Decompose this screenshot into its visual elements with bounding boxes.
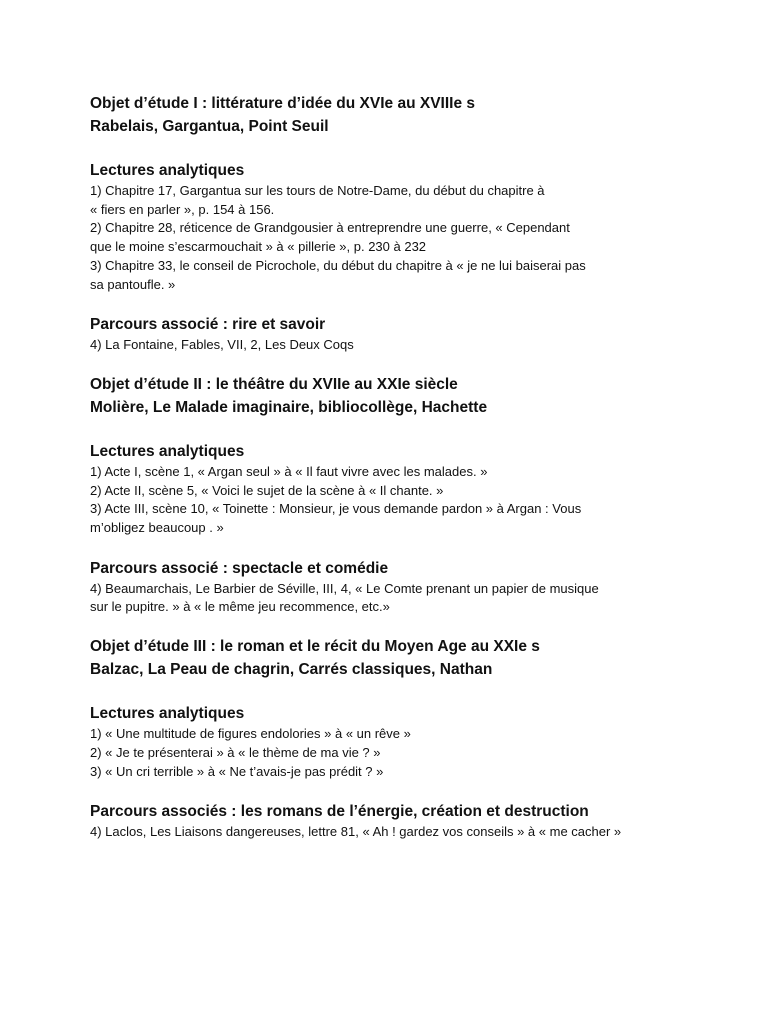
lectures-heading: Lectures analytiques [90,442,245,460]
document-page [90,92,730,842]
parcours-heading: Parcours associé : rire et savoir [90,316,326,334]
lecture-line: 1) Acte I, scène 1, « Argan seul » à « Il faut vivre avec les malades. » [90,463,488,479]
objet-section-1 [90,92,730,355]
objet-title: Objet d’étude II : le théâtre du XVIIe au XXIe siècle [90,375,458,393]
lecture-line: m’obligez beaucoup . » [90,520,224,536]
objet-subtitle: Rabelais, Gargantua, Point Seuil [90,118,329,135]
lecture-line: 2) Acte II, scène 5, « Voici le sujet de la scène à « Il chante. » [90,482,444,498]
objet-section-3 [90,635,730,842]
lecture-line: 3) Chapitre 33, le conseil de Picrochole, du début du chapitre à « je ne lui baiserai pas [90,257,586,273]
lecture-line: « fiers en parler », p. 154 à 156. [90,201,275,217]
objet-section-2 [90,373,730,617]
lectures-heading: Lectures analytiques [90,162,245,179]
objet-title: Objet d’étude I : littérature d’idée du XVIe au XVIIIe s [90,95,476,112]
parcours-heading: Parcours associé : spectacle et comédie [90,559,389,577]
lecture-line: 2) Chapitre 28, réticence de Grandgousier à entreprendre une guerre, « Cependant [90,220,570,236]
lecture-line: 2) « Je te présenterai » à « le thème de ma vie ? » [90,744,381,760]
lectures-heading: Lectures analytiques [90,705,245,723]
parcours-line: 4) Beaumarchais, Le Barbier de Séville, III, 4, « Le Comte prenant un papier de musique [90,580,599,596]
objet-subtitle: Molière, Le Malade imaginaire, bibliocollège, Hachette [90,398,488,416]
lecture-line: 3) « Un cri terrible » à « Ne t’avais-je pas prédit ? » [90,763,384,779]
parcours-line: 4) La Fontaine, Fables, VII, 2, Les Deux Coqs [90,337,354,353]
lecture-line: que le moine s’escarmouchait » à « pillerie », p. 230 à 232 [90,239,427,255]
lecture-line: sa pantoufle. » [90,276,176,292]
parcours-line: sur le pupitre. » à « le même jeu recommence, etc.» [90,599,390,615]
lecture-line: 3) Acte III, scène 10, « Toinette : Monsieur, je vous demande pardon » à Argan : Vous [90,501,582,517]
parcours-line: 4) Laclos, Les Liaisons dangereuses, lettre 81, « Ah ! gardez vos conseils » à « me cacher » [90,824,622,840]
parcours-heading: Parcours associés : les romans de l’énergie, création et destruction [90,803,589,821]
lecture-line: 1) « Une multitude de figures endolories » à « un rêve » [90,726,411,742]
objet-title: Objet d’étude III : le roman et le récit du Moyen Age au XXIe s [90,638,540,656]
objet-subtitle: Balzac, La Peau de chagrin, Carrés classiques, Nathan [90,661,493,679]
lecture-line: 1) Chapitre 17, Gargantua sur les tours de Notre-Dame, du début du chapitre à [90,183,545,198]
